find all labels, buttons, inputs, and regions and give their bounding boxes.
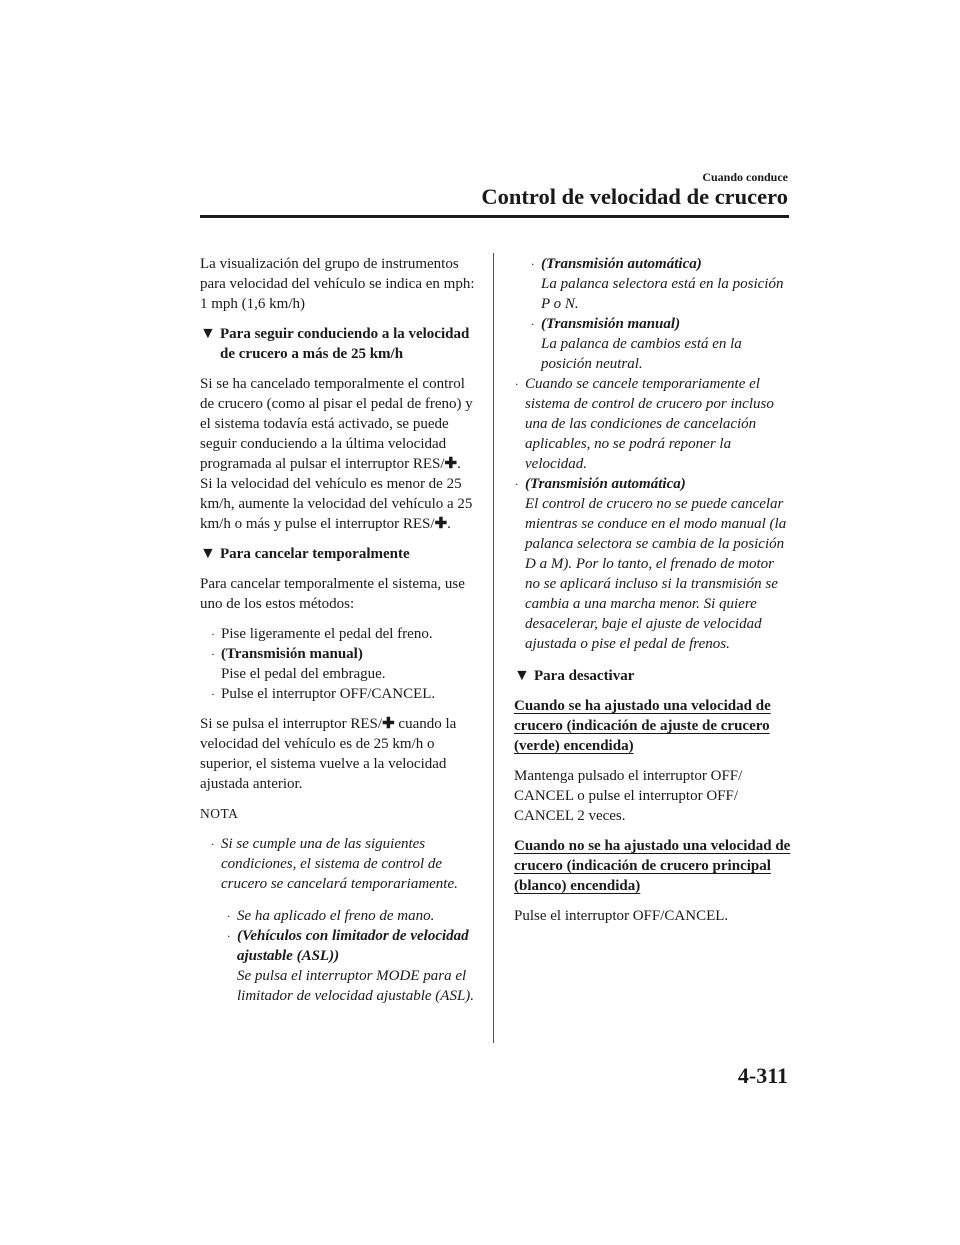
list-item: · Pise ligeramente el pedal del freno. [211,626,433,642]
resume-note-paragraph [200,714,475,794]
list-item: · (Transmisión automática) La palanca selectora está en la posición P o N. [531,256,784,312]
plus-icon: ✚ [434,516,448,532]
period: . [447,516,451,532]
triangle-icon: ▼ [514,667,530,684]
methods-list [200,624,475,704]
list-item: · (Transmisión manual) La palanca de cambios está en la posición neutral. [531,316,742,372]
list-item: · Se ha aplicado el freno de mano. [227,908,435,924]
period: . [457,456,461,472]
triangle-icon: ▼ [200,325,216,342]
resume-note-a: Si se pulsa el interruptor RES/ [200,716,383,732]
plus-icon: ✚ [382,716,395,732]
left-column [200,254,475,1006]
page-title: Control de velocidad de crucero [481,184,788,209]
condition-set-heading: Cuando se ha ajustado una velocidad de crucero (indicación de ajuste de crucero (verde) encendida) [514,698,771,754]
heading-deactivate [514,666,792,686]
column-divider [493,253,494,1043]
list-item: · Pulse el interruptor OFF/CANCEL. [211,686,436,702]
heading-deactivate-text: Para desactivar [534,668,635,684]
condition-set-text: Mantenga pulsado el interruptor OFF/ CANCEL o pulse el interruptor OFF/ CANCEL 2 veces. [514,768,743,824]
resume-note-b: cuando la velocidad del vehículo es de 25 km/h o superior, el sistema vuelve a la velocidad ajustada anterior. [200,716,457,792]
header-divider [200,215,789,218]
list-item: · (Vehículos con limitador de velocidad ajustable (ASL)) Se pulsa el interruptor MODE para el limitador de velocidad ajustable (ASL). [227,928,475,1004]
note-item: · (Transmisión automática) El control de crucero no se puede cancelar mientras se conduce en el modo manual (la palanca selectora se cambia de la posición D a M). Por lo tanto, el frenado de motor no se aplicará incluso si la transmisión se cambia a una marcha menor. Si quiere desacelerar, baje el ajuste de velocidad ajustada o pise el pedal de frenos. [515,476,787,652]
plus-icon: ✚ [444,456,458,472]
cancel-intro: Para cancelar temporalmente el sistema, use uno de los estos métodos: [200,576,465,612]
list-item: · (Transmisión manual) Pise el pedal del embrague. [211,646,386,682]
heading-cancel-text: Para cancelar temporalmente [220,546,410,562]
resume-text-2: Si la velocidad del vehículo es menor de 25 km/h, aumente la velocidad del vehículo a 25 km/h o más y pulse el interruptor RES/ [200,476,473,532]
resume-text-1: Si se ha cancelado temporalmente el control de crucero (como al pisar el pedal de freno) y el sistema todavía está activado, se puede seguir conduciendo a la última velocidad programada al pulsar el interruptor RES/ [200,376,473,472]
page-number: 4-311 [737,1063,788,1088]
intro-paragraph: La visualización del grupo de instrumentos para velocidad del vehículo se indica en mph: 1 mph (1,6 km/h) [200,256,475,312]
heading-resume [200,324,475,364]
heading-cancel [200,544,475,564]
section-header: Cuando conduce [702,170,788,184]
note-item: · Cuando se cancele temporariamente el sistema de control de crucero por incluso una de las condiciones de cancelación aplicables, no se podrá reponer la velocidad. [515,376,774,472]
resume-paragraph [200,374,475,534]
condition-unset-heading: Cuando no se ha ajustado una velocidad de crucero (indicación de crucero principal (blanco) encendida) [514,838,791,894]
heading-resume-text: Para seguir conduciendo a la velocidad de crucero a más de 25 km/h [220,326,470,362]
condition-unset-text: Pulse el interruptor OFF/CANCEL. [514,908,729,924]
note-item: · Si se cumple una de las siguientes condiciones, el sistema de control de crucero se cancelará temporariamente. [211,836,458,892]
right-column [514,254,792,936]
note-label: NOTA [200,806,239,821]
triangle-icon: ▼ [200,545,216,562]
